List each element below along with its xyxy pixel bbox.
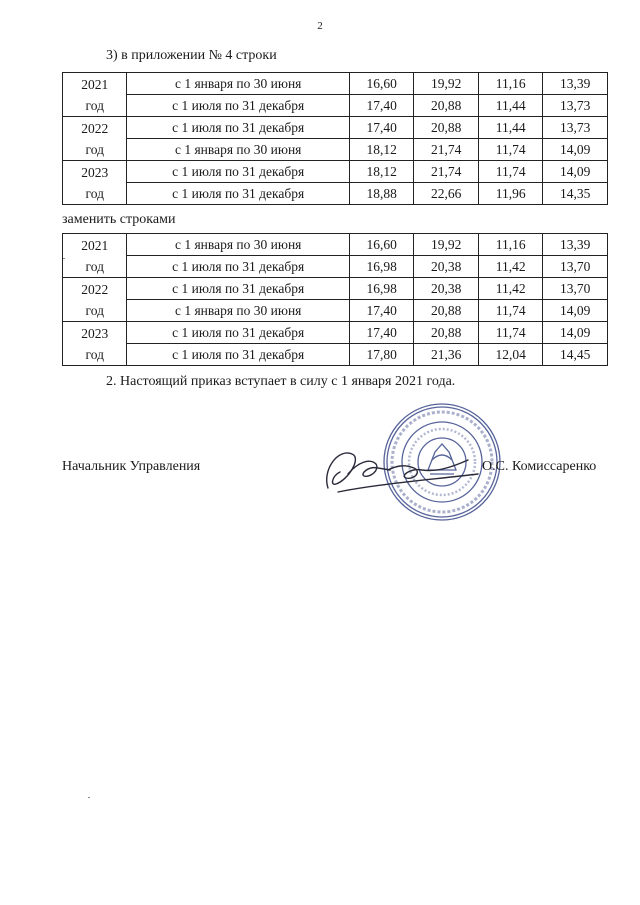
value-cell: 17,40 [349, 117, 414, 139]
value-cell: 22,66 [414, 183, 479, 205]
value-cell: 20,38 [414, 278, 479, 300]
table-row [63, 256, 608, 278]
value-cell: 14,09 [543, 300, 608, 322]
table-row [63, 117, 608, 139]
value-cell: 11,74 [478, 161, 543, 183]
value-cell: 17,40 [349, 322, 414, 344]
value-cell: 21,74 [414, 139, 479, 161]
period-cell: с 1 июля по 31 декабря [127, 95, 349, 117]
year-value: 2023 [81, 164, 109, 180]
value-cell: 16,98 [349, 256, 414, 278]
year-unit: год [85, 346, 104, 362]
value-cell: 13,39 [543, 234, 608, 256]
value-cell: 20,88 [414, 322, 479, 344]
year-cell [63, 73, 127, 117]
year-unit: год [85, 185, 104, 201]
value-cell: 18,12 [349, 161, 414, 183]
table-row [63, 95, 608, 117]
year-cell [63, 117, 127, 161]
effective-date-clause: 2. Настоящий приказ вступает в силу с 1 января 2021 года. [106, 374, 456, 389]
value-cell: 11,96 [478, 183, 543, 205]
table-row [63, 161, 608, 183]
table-row [63, 344, 608, 366]
period-cell: с 1 января по 30 июня [127, 234, 349, 256]
old-rows-table [62, 72, 608, 205]
year-cell [63, 234, 127, 278]
value-cell: 13,70 [543, 256, 608, 278]
table-row [63, 139, 608, 161]
value-cell: 14,09 [543, 322, 608, 344]
table-row [63, 278, 608, 300]
value-cell: 18,88 [349, 183, 414, 205]
year-unit: год [85, 302, 104, 318]
value-cell: 17,40 [349, 95, 414, 117]
table-row [63, 300, 608, 322]
period-cell: с 1 января по 30 июня [127, 73, 349, 95]
period-cell: с 1 января по 30 июня [127, 300, 349, 322]
value-cell: 14,35 [543, 183, 608, 205]
year-value: 2022 [81, 281, 109, 297]
intro-paragraph: 3) в приложении № 4 строки [106, 48, 277, 63]
year-value: 2022 [81, 120, 109, 136]
page-number: 2 [317, 20, 323, 32]
value-cell: 21,74 [414, 161, 479, 183]
scan-mark [88, 797, 90, 798]
table-row [63, 73, 608, 95]
value-cell: 14,09 [543, 161, 608, 183]
year-cell [63, 161, 127, 205]
table-row [63, 322, 608, 344]
value-cell: 11,74 [478, 322, 543, 344]
period-cell: с 1 июля по 31 декабря [127, 117, 349, 139]
table-row [63, 234, 608, 256]
value-cell: 11,16 [478, 234, 543, 256]
value-cell: 16,60 [349, 73, 414, 95]
value-cell: 21,36 [414, 344, 479, 366]
value-cell: 11,44 [478, 117, 543, 139]
value-cell: 11,44 [478, 95, 543, 117]
year-value: 2023 [81, 325, 109, 341]
year-unit: год [85, 258, 104, 274]
signatory-title: Начальник Управления [62, 459, 201, 474]
period-cell: с 1 января по 30 июня [127, 139, 349, 161]
year-unit: год [85, 97, 104, 113]
value-cell: 11,16 [478, 73, 543, 95]
year-cell [63, 278, 127, 322]
value-cell: 20,88 [414, 117, 479, 139]
value-cell: 13,73 [543, 117, 608, 139]
value-cell: 17,40 [349, 300, 414, 322]
value-cell: 11,42 [478, 278, 543, 300]
year-value: 2021 [81, 76, 109, 92]
value-cell: 11,42 [478, 256, 543, 278]
table-row [63, 183, 608, 205]
period-cell: с 1 июля по 31 декабря [127, 278, 349, 300]
value-cell: 13,39 [543, 73, 608, 95]
value-cell: 14,09 [543, 139, 608, 161]
new-rows-table [62, 233, 608, 366]
period-cell: с 1 июля по 31 декабря [127, 322, 349, 344]
value-cell: 20,88 [414, 95, 479, 117]
value-cell: 19,92 [414, 234, 479, 256]
value-cell: 11,74 [478, 139, 543, 161]
period-cell: с 1 июля по 31 декабря [127, 161, 349, 183]
value-cell: 18,12 [349, 139, 414, 161]
value-cell: 16,98 [349, 278, 414, 300]
year-value: 2021 [81, 237, 109, 253]
period-cell: с 1 июля по 31 декабря [127, 344, 349, 366]
handwritten-signature [318, 440, 488, 500]
period-cell: с 1 июля по 31 декабря [127, 256, 349, 278]
value-cell: 20,38 [414, 256, 479, 278]
signatory-name: О.С. Комиссаренко [482, 459, 597, 474]
value-cell: 13,70 [543, 278, 608, 300]
value-cell: 16,60 [349, 234, 414, 256]
value-cell: 12,04 [478, 344, 543, 366]
year-unit: год [85, 141, 104, 157]
replace-with-label: заменить строками [62, 212, 176, 227]
year-cell [63, 322, 127, 366]
value-cell: 11,74 [478, 300, 543, 322]
period-cell: с 1 июля по 31 декабря [127, 183, 349, 205]
value-cell: 13,73 [543, 95, 608, 117]
value-cell: 17,80 [349, 344, 414, 366]
value-cell: 20,88 [414, 300, 479, 322]
value-cell: 19,92 [414, 73, 479, 95]
value-cell: 14,45 [543, 344, 608, 366]
